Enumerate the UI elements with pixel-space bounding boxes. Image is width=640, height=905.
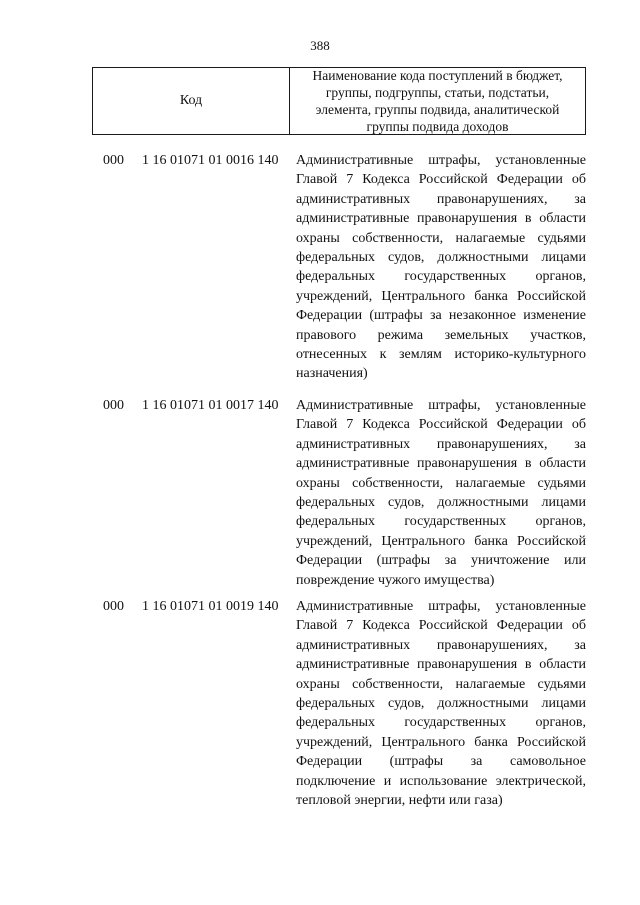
description-line: правового режима земельных участков,	[296, 327, 586, 343]
description-line: назначения)	[296, 366, 368, 382]
header-name-line: группы, подгруппы, статьи, подстатьи,	[325, 85, 550, 100]
description-line: Главой 7 Кодекса Российской Федерации об	[296, 172, 586, 188]
admin-code: 000	[103, 398, 124, 413]
description-line: административные правонарушения в области	[296, 456, 586, 472]
description-line: Главой 7 Кодекса Российской Федерации об	[296, 618, 586, 634]
description-line: Административные штрафы, установленные	[296, 599, 586, 614]
code-description	[296, 151, 586, 384]
description-line: охраны собственности, налагаемые судьями	[296, 676, 586, 692]
description-line: охраны собственности, налагаемые судьями	[296, 230, 586, 246]
description-line: повреждение чужого имущества)	[296, 572, 495, 588]
description-line: административные правонарушения в области	[296, 211, 586, 227]
budget-code: 1 16 01071 01 0016 140	[142, 153, 279, 168]
header-name-line: элемента, группы подвида, аналитической	[315, 102, 560, 117]
description-line: учреждений, Центрального банка Российской	[296, 288, 586, 304]
admin-code: 000	[103, 599, 124, 614]
header-name-label	[312, 67, 562, 135]
description-line: Главой 7 Кодекса Российской Федерации об	[296, 417, 586, 433]
description-line: федеральных судов, должностными лицами	[296, 495, 586, 511]
description-line: административные правонарушения в области	[296, 657, 586, 673]
description-line: отнесенных к землям историко-культурного	[296, 347, 586, 363]
description-line: федеральных государственных органов,	[296, 269, 586, 285]
code-description	[296, 597, 586, 810]
header-name-line: группы подвида доходов	[366, 119, 509, 134]
description-line: учреждений, Центрального банка Российской	[296, 734, 586, 750]
table-header	[92, 67, 586, 135]
description-line: Федерации (штрафы за уничтожение или	[296, 553, 586, 569]
description-line: административных правонарушениях, за	[296, 637, 586, 653]
description-line: федеральных судов, должностными лицами	[296, 696, 586, 712]
admin-code: 000	[103, 153, 124, 168]
code-description	[296, 396, 586, 590]
description-line: административных правонарушениях, за	[296, 191, 586, 207]
description-line: федеральных государственных органов,	[296, 715, 586, 731]
header-name-cell	[290, 68, 585, 134]
description-line: учреждений, Центрального банка Российской	[296, 533, 586, 549]
description-line: тепловой энергии, нефти или газа)	[296, 793, 503, 809]
description-line: федеральных судов, должностными лицами	[296, 250, 586, 266]
description-line: Административные штрафы, установленные	[296, 398, 586, 413]
description-line: охраны собственности, налагаемые судьями	[296, 475, 586, 491]
header-code-cell	[93, 68, 290, 134]
description-line: Административные штрафы, установленные	[296, 153, 586, 168]
description-line: Федерации (штрафы за самовольное	[296, 754, 586, 770]
budget-code: 1 16 01071 01 0017 140	[142, 398, 279, 413]
header-name-line: Наименование кода поступлений в бюджет,	[312, 68, 563, 83]
budget-code: 1 16 01071 01 0019 140	[142, 599, 279, 614]
page-number: 388	[310, 38, 330, 53]
description-line: федеральных государственных органов,	[296, 514, 586, 530]
description-line: подключение и использование электрической,	[296, 773, 586, 789]
description-line: Федерации (штрафы за незаконное изменение	[296, 308, 586, 324]
description-line: административных правонарушениях, за	[296, 436, 586, 452]
header-code-label: Код	[179, 93, 203, 108]
